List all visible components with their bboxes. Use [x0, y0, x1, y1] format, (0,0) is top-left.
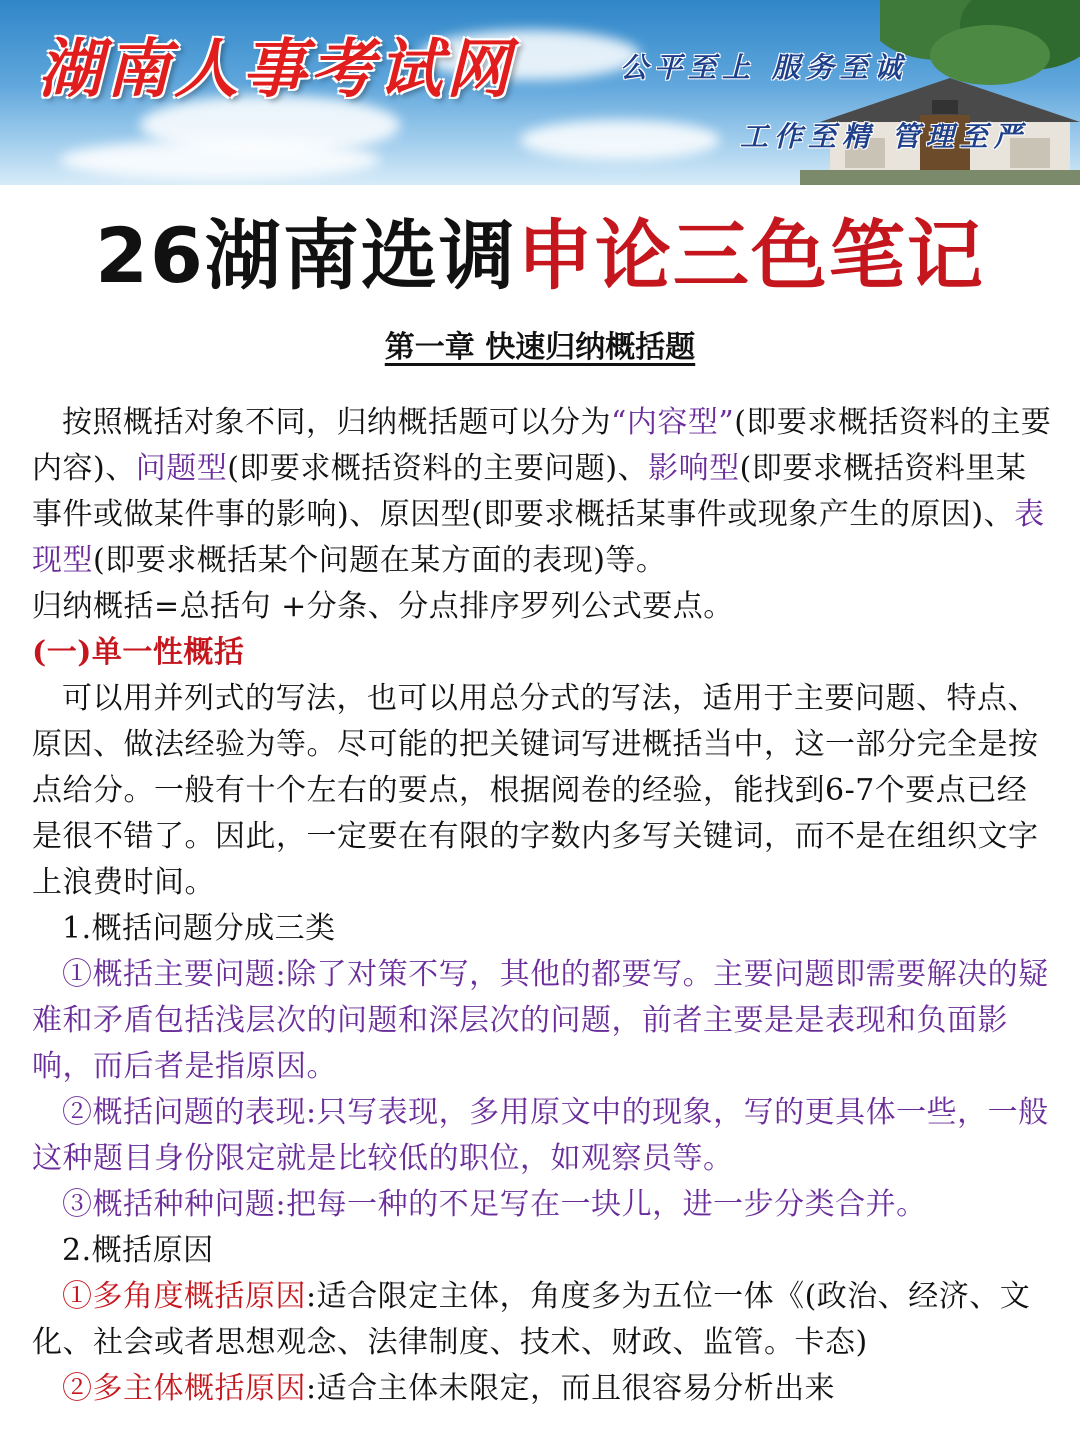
single-summary-paragraph: 可以用并列式的写法，也可以用总分式的写法，适用于主要问题、特点、原因、做法经验为等。尽可能的把关键词写进概括当中，这一部分完全是按点给分。一般有十个左右的要点，根据阅卷的经验，能找到6-7个要点已经是很不错了。因此，一定要在有限的字数内多写关键词，而不是在组织文字上浪费时间。 [32, 681, 1039, 900]
chapter-title: 第一章 快速归纳概括题 [384, 330, 696, 365]
text-run: (即要求概括某个问题在某方面的表现)等。 [93, 543, 667, 578]
text-run: 按照概括对象不同，归纳概括题可以分为 [62, 405, 611, 440]
highlight-content-type: “内容型” [611, 405, 735, 440]
problem-item-1: ①概括主要问题:除了对策不写，其他的都要写。主要问题即需要解决的疑难和矛盾包括浅层次的问题和深层次的问题，前者主要是是表现和负面影响，而后者是指原因。 [32, 957, 1049, 1084]
subheading-causes: 2.概括原因 [62, 1233, 214, 1268]
slogan-top: 公平至上 服务至诚 [620, 51, 908, 84]
subheading-problems: 1.概括问题分成三类 [62, 911, 336, 946]
title-red-part: 申论三色笔记 [516, 211, 985, 300]
cause-item-1-label: ①多角度概括原因 [62, 1279, 306, 1314]
highlight-problem-type: 问题型 [135, 451, 228, 486]
cause-item-2-label: ②多主体概括原因 [62, 1371, 306, 1406]
cause-item-2-text: :适合主体未限定，而且很容易分析出来 [306, 1371, 836, 1406]
slogan-bottom: 工作至精 管理至严 [740, 120, 1028, 153]
section-heading-single: (一)单一性概括 [32, 635, 245, 670]
cause-item-2 [32, 1366, 1052, 1412]
problem-item-2: ②概括问题的表现:只写表现，多用原文中的现象，写的更具体一些，一般这种题目身份限定就是比较低的职位，如观察员等。 [32, 1095, 1049, 1176]
header-banner [0, 0, 1080, 185]
cause-item-1 [32, 1274, 1052, 1366]
text-run: (即要求概括资料的主要问题)、 [227, 451, 649, 486]
cloud-decoration [520, 120, 720, 160]
page-title [0, 208, 1080, 304]
highlight-manifestation-type: 表现型 [32, 497, 1045, 578]
article-body [32, 400, 1052, 1412]
highlight-impact-type: 影响型 [648, 451, 740, 486]
problem-item-3: ③概括种种问题:把每一种的不足写在一块儿，进一步分类合并。 [62, 1187, 927, 1222]
site-logo: 湖南人事考试网 [38, 32, 514, 107]
cloud-decoration [60, 140, 380, 180]
text-run: (即要求概括资料的主要内容)、 [32, 405, 1052, 486]
text-run: (即要求概括资料里某事件或做某件事的影响)、原因型(即要求概括某事件或现象产生的原因)、 [32, 451, 1027, 532]
title-black-part: 26湖南选调 [95, 211, 517, 300]
cause-item-1-text: :适合限定主体，角度多为五位一体《(政治、经济、文化、社会或者思想观念、法律制度、技术、财政、监管。卡态) [32, 1279, 1031, 1360]
formula-paragraph: 归纳概括=总括句 +分条、分点排序罗列公式要点。 [32, 589, 734, 624]
intro-paragraph [32, 400, 1052, 584]
